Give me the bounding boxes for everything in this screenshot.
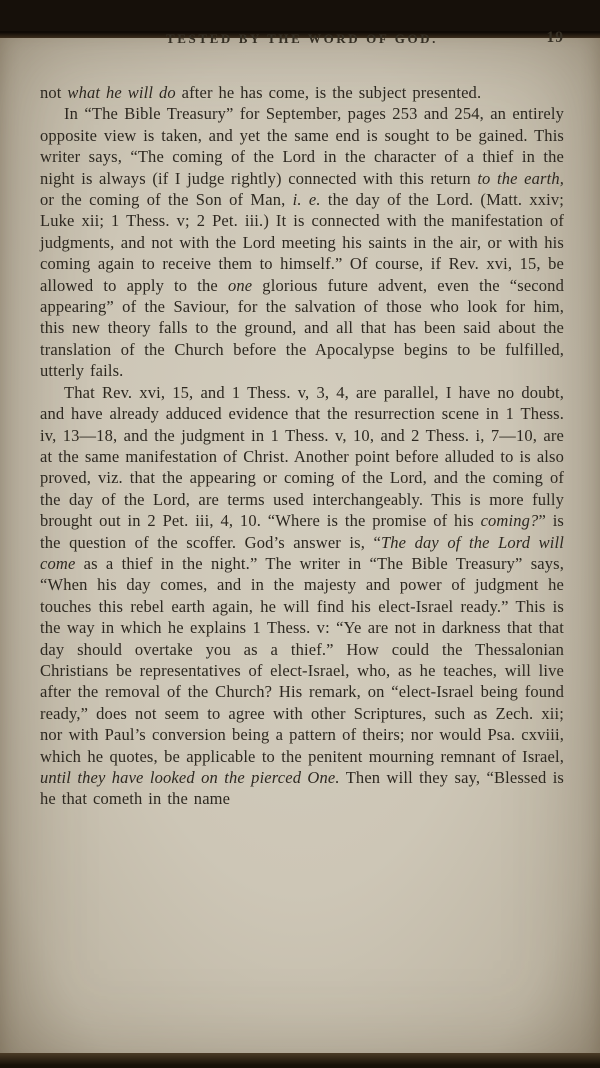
text-run: the day of the Lord. (Matt. xxiv; Luke xii; 1 Thess. v; 2 Pet. iii.) It is connected with the manifestation of judgments, and not with the Lord meeting his saints in the air, or with his coming again to receive them to himself.” Of course, if Rev. xvi, 15, be allowed to apply to the <box>40 190 564 295</box>
page-header <box>40 31 564 55</box>
paragraph <box>40 103 564 381</box>
page-bottom-edge <box>0 1053 600 1068</box>
text-run: not <box>40 83 68 102</box>
text-run: ” is the question of the scoffer. God’s answer is, “ <box>40 511 565 552</box>
text-run: glorious future advent, even the “second appearing” of the Saviour, for the salvation of those who look for him, this new theory falls to the ground, and all that has been said about the translation of the Church before the Apocalypse begins to be fulfilled, utterly fails. <box>40 275 564 381</box>
italic-text-run: one <box>227 275 253 295</box>
text-run: after he has come, is the subject presented. <box>175 83 482 102</box>
italic-text-run: The day of the Lord will come <box>40 532 564 573</box>
italic-text-run: i. e. <box>292 190 321 210</box>
page-body <box>40 82 564 810</box>
page-number: 19 <box>546 29 564 46</box>
text-run: as a thief in the night.” The writer in “The Bible Treasury” says, “When his day comes, and in the majesty and power of judgment he touches this rebel earth again, he will find his elect-Israel ready.” This is the way in which he explains 1 Thess. v: “Ye are not in darkness that that day should overtake you as a thief.” How could the Thessalonian Christians be representatives of elect-Israel, who, as he teaches, will live after the removal of the Church? His remark, on “elect-Israel being found ready,” does not seem to agree with other Scriptures, such as Zech. xii; nor with Paul’s conversion being a pattern of theirs; nor would Psa. cxviii, which he quotes, be applicable to the penitent mourning remnant of Israel, <box>40 553 564 766</box>
text-run: That Rev. xvi, 15, and 1 Thess. v, 3, 4, are parallel, I have no doubt, and have already adduced evidence that the resurrection scene in 1 Thess. iv, 13—18, and the judgment in 1 Thess. v, 10, and 2 Thess. i, 7—10, are at the same manifestation of Christ. Another point before alluded to is also proved, viz. that the appearing or coming of the Lord, and the coming of the day of the Lord, are terms used interchangeably. This is more fully brought out in 2 Pet. iii, 4, 10. “Where is the promise of his <box>40 382 564 531</box>
text-run: Then will they say, “Blessed is he that cometh in the name <box>40 768 564 809</box>
book-page <box>0 31 600 1068</box>
text-run: or the coming of the Son of Man, <box>40 190 293 210</box>
italic-text-run: coming? <box>480 511 539 531</box>
italic-text-run: until they have looked on the pierced One. <box>40 768 340 787</box>
italic-text-run: what he will do <box>67 83 176 102</box>
text-run: In “The Bible Treasury” for September, pages 253 and 254, an entirely opposite view is taken, and yet the same end is sought to be gained. This writer says, “The coming of the Lord in the character of a thief in the night is always (if I judge rightly) connected with this return <box>40 104 564 188</box>
running-title: TESTED BY THE WORD OF GOD. <box>165 31 439 46</box>
paragraph <box>40 82 564 103</box>
italic-text-run: to the earth, <box>477 168 564 188</box>
paragraph <box>40 382 564 810</box>
